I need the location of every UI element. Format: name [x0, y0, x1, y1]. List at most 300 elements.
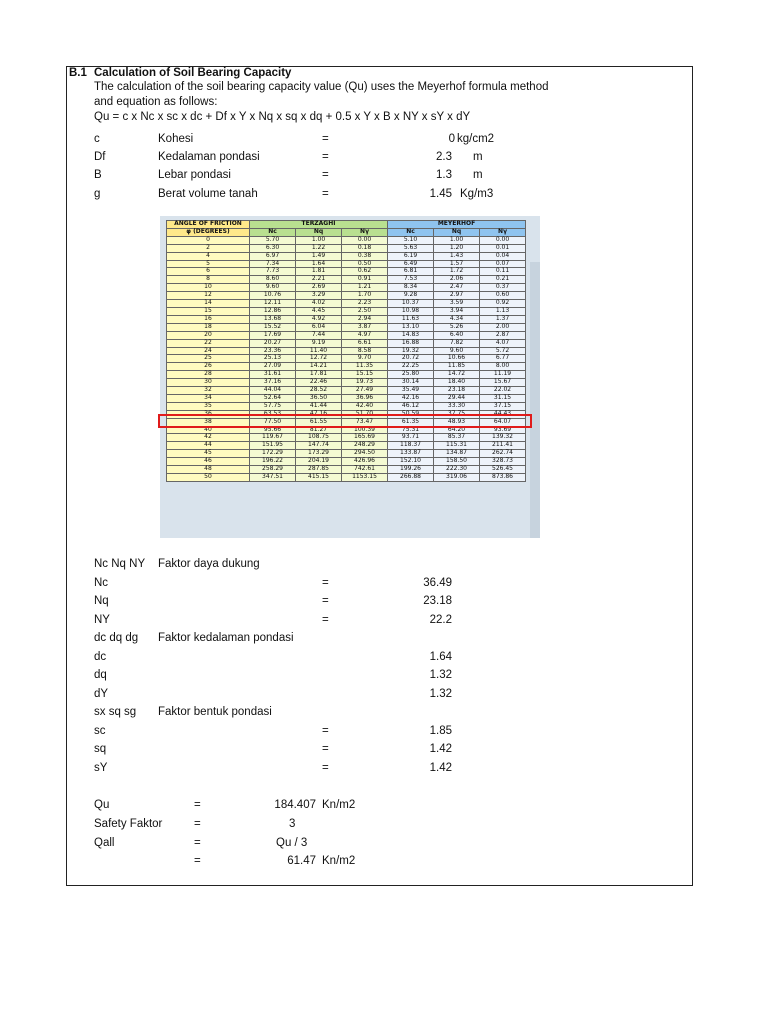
param-symbol: B [94, 169, 102, 181]
factor-cell: 36.50 [296, 394, 342, 402]
factor-value: 1.42 [429, 743, 452, 755]
factor-cell: 51.70 [342, 410, 388, 418]
table-row [167, 315, 526, 323]
factor-cell: 1.00 [434, 236, 480, 244]
factor-cell: 7.34 [250, 260, 296, 268]
angle-cell: 2 [167, 244, 250, 252]
factor-cell: 4.34 [434, 315, 480, 323]
shape-factor-title: Faktor bentuk pondasi [158, 706, 272, 718]
factor-cell: 742.61 [342, 466, 388, 474]
factor-cell: 93.71 [388, 434, 434, 442]
param-unit: m [473, 151, 483, 163]
factor-cell: 7.82 [434, 339, 480, 347]
factor-cell: 27.49 [342, 387, 388, 395]
factor-cell: 10.37 [388, 300, 434, 308]
factor-cell: 294.50 [342, 450, 388, 458]
factor-cell: 0.21 [480, 276, 526, 284]
factor-cell: 6.81 [388, 268, 434, 276]
factor-cell: 18.40 [434, 379, 480, 387]
param-value: 1.45 [429, 188, 452, 200]
qall-label: Qall [94, 837, 115, 849]
formula-text: Qu = c x Nc x sc x dc + Df x Y x Nq x sq x dq + 0.5 x Y x B x NY x sY x dY [94, 111, 471, 123]
column-header: Nγ [342, 228, 388, 236]
factor-cell: 27.09 [250, 363, 296, 371]
param-unit: m [473, 169, 483, 181]
factor-cell: 873.86 [480, 474, 526, 482]
factor-cell: 2.50 [342, 307, 388, 315]
factor-cell: 1.21 [342, 284, 388, 292]
factor-cell: 64.20 [434, 426, 480, 434]
factor-cell: 61.35 [388, 418, 434, 426]
intro-line-1: The calculation of the soil bearing capacity value (Qu) uses the Meyerhof formula method [94, 81, 549, 93]
factor-cell: 47.16 [296, 410, 342, 418]
factor-cell: 81.27 [296, 426, 342, 434]
factor-cell: 14.72 [434, 371, 480, 379]
factor-cell: 262.74 [480, 450, 526, 458]
table-row [167, 394, 526, 402]
factor-cell: 3.94 [434, 307, 480, 315]
factor-cell: 173.29 [296, 450, 342, 458]
table-row [167, 450, 526, 458]
factor-cell: 5.70 [250, 236, 296, 244]
factor-cell: 7.73 [250, 268, 296, 276]
table-row [167, 371, 526, 379]
factor-cell: 9.19 [296, 339, 342, 347]
factor-cell: 44.04 [250, 387, 296, 395]
factor-cell: 139.32 [480, 434, 526, 442]
factor-cell: 0.92 [480, 300, 526, 308]
factor-cell: 1.64 [296, 260, 342, 268]
factor-cell: 11.85 [434, 363, 480, 371]
factor-cell: 1.57 [434, 260, 480, 268]
factor-cell: 4.07 [480, 339, 526, 347]
factor-cell: 151.95 [250, 442, 296, 450]
factor-cell: 4.92 [296, 315, 342, 323]
table-row [167, 434, 526, 442]
factor-cell: 0.18 [342, 244, 388, 252]
factor-cell: 8.60 [250, 276, 296, 284]
factor-symbol: sc [94, 725, 106, 737]
factor-cell: 4.97 [342, 331, 388, 339]
angle-cell: 28 [167, 371, 250, 379]
table-row [167, 347, 526, 355]
factor-cell: 199.26 [388, 466, 434, 474]
param-value: 2.3 [436, 151, 452, 163]
factor-cell: 37.16 [250, 379, 296, 387]
factor-cell: 7.44 [296, 331, 342, 339]
angle-cell: 38 [167, 418, 250, 426]
factor-equals: = [322, 577, 329, 589]
param-symbol: g [94, 188, 101, 200]
table-row [167, 458, 526, 466]
factor-cell: 5.26 [434, 323, 480, 331]
factor-cell: 9.70 [342, 355, 388, 363]
qall-expression: Qu / 3 [276, 837, 308, 849]
angle-cell: 5 [167, 260, 250, 268]
table-row [167, 292, 526, 300]
factor-cell: 75.31 [388, 426, 434, 434]
factor-cell: 147.74 [296, 442, 342, 450]
column-header: Nq [296, 228, 342, 236]
param-symbol: c [94, 133, 100, 145]
param-unit: Kg/m3 [460, 188, 494, 200]
factor-cell: 12.11 [250, 300, 296, 308]
factor-value: 1.32 [429, 688, 452, 700]
section-title: Calculation of Soil Bearing Capacity [94, 67, 292, 79]
factor-cell: 1.22 [296, 244, 342, 252]
factor-cell: 0.37 [480, 284, 526, 292]
angle-cell: 35 [167, 402, 250, 410]
table-row [167, 331, 526, 339]
factor-cell: 11.63 [388, 315, 434, 323]
factor-cell: 258.29 [250, 466, 296, 474]
qall-equals: = [194, 837, 201, 849]
factor-symbol: sY [94, 762, 108, 774]
factor-cell: 5.72 [480, 347, 526, 355]
qall-unit: Kn/m2 [322, 855, 356, 867]
factor-cell: 0.04 [480, 252, 526, 260]
factor-cell: 1.81 [296, 268, 342, 276]
factor-cell: 9.60 [250, 284, 296, 292]
factor-cell: 9.60 [434, 347, 480, 355]
factor-cell: 19.73 [342, 379, 388, 387]
factor-cell: 328.73 [480, 458, 526, 466]
factor-value: 36.49 [423, 577, 452, 589]
factor-cell: 11.40 [296, 347, 342, 355]
factor-cell: 42.40 [342, 402, 388, 410]
factor-cell: 22.46 [296, 379, 342, 387]
safety-factor-value: 3 [289, 818, 296, 830]
angle-cell: 4 [167, 252, 250, 260]
factor-cell: 31.15 [480, 394, 526, 402]
bearing-factor-table-image [160, 216, 540, 538]
factor-value: 1.42 [429, 762, 452, 774]
factor-cell: 1.13 [480, 307, 526, 315]
terzaghi-header: TERZAGHI [250, 221, 388, 229]
factor-cell: 48.93 [434, 418, 480, 426]
param-description: Kohesi [158, 133, 194, 145]
factor-cell: 13.10 [388, 323, 434, 331]
factor-cell: 415.15 [296, 474, 342, 482]
bearing-factor-table [166, 220, 526, 482]
angle-cell: 16 [167, 315, 250, 323]
factor-symbol: Nc [94, 577, 109, 589]
factor-cell: 6.40 [434, 331, 480, 339]
factor-cell: 3.59 [434, 300, 480, 308]
factor-cell: 22.02 [480, 387, 526, 395]
factor-cell: 30.14 [388, 379, 434, 387]
factor-cell: 63.53 [250, 410, 296, 418]
factor-symbol: dq [94, 669, 107, 681]
factor-cell: 15.52 [250, 323, 296, 331]
factor-cell: 15.15 [342, 371, 388, 379]
factor-cell: 526.45 [480, 466, 526, 474]
factor-cell: 6.77 [480, 355, 526, 363]
angle-cell: 14 [167, 300, 250, 308]
factor-cell: 0.11 [480, 268, 526, 276]
factor-cell: 1.00 [296, 236, 342, 244]
factor-cell: 12.72 [296, 355, 342, 363]
angle-cell: 36 [167, 410, 250, 418]
angle-cell: 48 [167, 466, 250, 474]
factor-cell: 41.44 [296, 402, 342, 410]
factor-cell: 119.67 [250, 434, 296, 442]
table-shadow [530, 262, 540, 538]
angle-cell: 40 [167, 426, 250, 434]
factor-cell: 2.47 [434, 284, 480, 292]
factor-cell: 266.88 [388, 474, 434, 482]
factor-cell: 108.75 [296, 434, 342, 442]
factor-cell: 158.50 [434, 458, 480, 466]
factor-cell: 319.06 [434, 474, 480, 482]
param-value: 0 [448, 133, 455, 145]
factor-cell: 1.72 [434, 268, 480, 276]
factor-cell: 204.19 [296, 458, 342, 466]
factor-cell: 287.85 [296, 466, 342, 474]
factor-cell: 2.97 [434, 292, 480, 300]
factor-cell: 3.87 [342, 323, 388, 331]
factor-cell: 35.49 [388, 387, 434, 395]
angle-subheader: φ (DEGREES) [167, 228, 250, 236]
table-row [167, 363, 526, 371]
meyerhof-header: MEYERHOF [388, 221, 526, 229]
factor-cell: 12.86 [250, 307, 296, 315]
factor-cell: 25.80 [388, 371, 434, 379]
factor-cell: 133.87 [388, 450, 434, 458]
factor-cell: 77.50 [250, 418, 296, 426]
factor-cell: 23.18 [434, 387, 480, 395]
factor-cell: 11.35 [342, 363, 388, 371]
factor-cell: 134.87 [434, 450, 480, 458]
factor-cell: 211.41 [480, 442, 526, 450]
factor-cell: 20.72 [388, 355, 434, 363]
factor-cell: 6.04 [296, 323, 342, 331]
table-row [167, 379, 526, 387]
factor-cell: 22.25 [388, 363, 434, 371]
selected-row-highlight [158, 414, 532, 428]
depth-factor-title: Faktor kedalaman pondasi [158, 632, 294, 644]
factor-cell: 17.69 [250, 331, 296, 339]
factor-cell: 6.49 [388, 260, 434, 268]
table-row [167, 307, 526, 315]
factor-cell: 10.98 [388, 307, 434, 315]
factor-cell: 17.81 [296, 371, 342, 379]
factor-cell: 248.29 [342, 442, 388, 450]
table-row [167, 300, 526, 308]
factor-value: 1.32 [429, 669, 452, 681]
factor-cell: 100.39 [342, 426, 388, 434]
factor-cell: 31.61 [250, 371, 296, 379]
factor-cell: 44.43 [480, 410, 526, 418]
factor-cell: 2.06 [434, 276, 480, 284]
table-row [167, 284, 526, 292]
factor-cell: 1153.15 [342, 474, 388, 482]
factor-symbol: Nq [94, 595, 109, 607]
factor-cell: 57.75 [250, 402, 296, 410]
factor-equals: = [322, 725, 329, 737]
param-value: 1.3 [436, 169, 452, 181]
factor-cell: 2.00 [480, 323, 526, 331]
factor-cell: 0.38 [342, 252, 388, 260]
factor-value: 23.18 [423, 595, 452, 607]
factor-cell: 1.70 [342, 292, 388, 300]
factor-cell: 93.69 [480, 426, 526, 434]
factor-cell: 37.75 [434, 410, 480, 418]
factor-equals: = [322, 762, 329, 774]
depth-factor-symbols: dc dq dg [94, 632, 139, 644]
factor-cell: 50.59 [388, 410, 434, 418]
angle-cell: 26 [167, 363, 250, 371]
factor-value: 1.85 [429, 725, 452, 737]
factor-cell: 37.15 [480, 402, 526, 410]
factor-equals: = [322, 614, 329, 626]
shape-factor-symbols: sx sq sg [94, 706, 137, 718]
table-row [167, 244, 526, 252]
factor-cell: 46.12 [388, 402, 434, 410]
factor-cell: 0.91 [342, 276, 388, 284]
section-number: B.1 [69, 67, 87, 79]
safety-factor-equals: = [194, 818, 201, 830]
factor-cell: 115.31 [434, 442, 480, 450]
factor-cell: 25.13 [250, 355, 296, 363]
factor-cell: 6.30 [250, 244, 296, 252]
factor-cell: 36.96 [342, 394, 388, 402]
factor-equals: = [322, 743, 329, 755]
factor-cell: 13.68 [250, 315, 296, 323]
param-symbol: Df [94, 151, 106, 163]
angle-cell: 42 [167, 434, 250, 442]
factor-cell: 8.34 [388, 284, 434, 292]
param-unit: kg/cm2 [457, 133, 495, 145]
param-description: Kedalaman pondasi [158, 151, 260, 163]
factor-cell: 165.69 [342, 434, 388, 442]
factor-cell: 5.10 [388, 236, 434, 244]
factor-symbol: dY [94, 688, 109, 700]
factor-cell: 2.23 [342, 300, 388, 308]
factor-cell: 85.37 [434, 434, 480, 442]
factor-cell: 52.64 [250, 394, 296, 402]
angle-cell: 44 [167, 442, 250, 450]
factor-cell: 222.30 [434, 466, 480, 474]
factor-cell: 95.66 [250, 426, 296, 434]
table-row [167, 268, 526, 276]
factor-cell: 11.19 [480, 371, 526, 379]
param-equals: = [322, 133, 329, 145]
angle-cell: 46 [167, 458, 250, 466]
factor-cell: 33.30 [434, 402, 480, 410]
table-body [167, 236, 526, 481]
param-equals: = [322, 188, 329, 200]
factor-cell: 426.96 [342, 458, 388, 466]
angle-cell: 0 [167, 236, 250, 244]
factor-cell: 5.63 [388, 244, 434, 252]
safety-factor-label: Safety Faktor [94, 818, 163, 830]
table-row [167, 466, 526, 474]
table-row [167, 474, 526, 482]
param-description: Lebar pondasi [158, 169, 231, 181]
qu-equals: = [194, 799, 201, 811]
factor-cell: 23.36 [250, 347, 296, 355]
factor-cell: 172.29 [250, 450, 296, 458]
angle-cell: 45 [167, 450, 250, 458]
factor-cell: 2.21 [296, 276, 342, 284]
factor-cell: 4.45 [296, 307, 342, 315]
factor-cell: 61.55 [296, 418, 342, 426]
angle-cell: 6 [167, 268, 250, 276]
angle-cell: 10 [167, 284, 250, 292]
factor-cell: 10.66 [434, 355, 480, 363]
factor-symbol: dc [94, 651, 107, 663]
bearing-factor-title: Faktor daya dukung [158, 558, 260, 570]
factor-cell: 14.21 [296, 363, 342, 371]
table-row [167, 442, 526, 450]
factor-symbol: NY [94, 614, 110, 626]
intro-line-2: and equation as follows: [94, 96, 218, 108]
factor-cell: 118.37 [388, 442, 434, 450]
factor-cell: 1.43 [434, 252, 480, 260]
angle-header: ANGLE OF FRICTION [167, 221, 250, 229]
table-row [167, 355, 526, 363]
bearing-factor-symbols: Nc Nq NY [94, 558, 146, 570]
factor-symbol: sq [94, 743, 107, 755]
table-row [167, 402, 526, 410]
table-row [167, 339, 526, 347]
table-row [167, 252, 526, 260]
factor-cell: 0.62 [342, 268, 388, 276]
factor-cell: 42.16 [388, 394, 434, 402]
qall-equals-2: = [194, 855, 201, 867]
factor-cell: 7.53 [388, 276, 434, 284]
factor-cell: 8.58 [342, 347, 388, 355]
factor-cell: 28.52 [296, 387, 342, 395]
factor-cell: 16.88 [388, 339, 434, 347]
angle-cell: 32 [167, 387, 250, 395]
factor-cell: 0.60 [480, 292, 526, 300]
column-header: Nc [388, 228, 434, 236]
param-description: Berat volume tanah [158, 188, 258, 200]
factor-cell: 1.49 [296, 252, 342, 260]
factor-cell: 73.47 [342, 418, 388, 426]
factor-cell: 6.97 [250, 252, 296, 260]
angle-cell: 15 [167, 307, 250, 315]
qu-unit: Kn/m2 [322, 799, 356, 811]
table-row [167, 276, 526, 284]
factor-cell: 20.27 [250, 339, 296, 347]
table-row [167, 323, 526, 331]
angle-cell: 20 [167, 331, 250, 339]
table-row [167, 260, 526, 268]
factor-cell: 4.02 [296, 300, 342, 308]
table-row [167, 387, 526, 395]
factor-cell: 29.44 [434, 394, 480, 402]
param-equals: = [322, 151, 329, 163]
qu-value: 184.407 [274, 799, 316, 811]
factor-cell: 10.76 [250, 292, 296, 300]
factor-cell: 0.50 [342, 260, 388, 268]
factor-value: 1.64 [429, 651, 452, 663]
factor-cell: 3.29 [296, 292, 342, 300]
param-equals: = [322, 169, 329, 181]
table-row [167, 236, 526, 244]
factor-cell: 14.83 [388, 331, 434, 339]
angle-cell: 34 [167, 394, 250, 402]
factor-cell: 1.20 [434, 244, 480, 252]
angle-cell: 8 [167, 276, 250, 284]
factor-cell: 15.67 [480, 379, 526, 387]
factor-cell: 8.00 [480, 363, 526, 371]
factor-cell: 0.00 [342, 236, 388, 244]
factor-cell: 0.01 [480, 244, 526, 252]
